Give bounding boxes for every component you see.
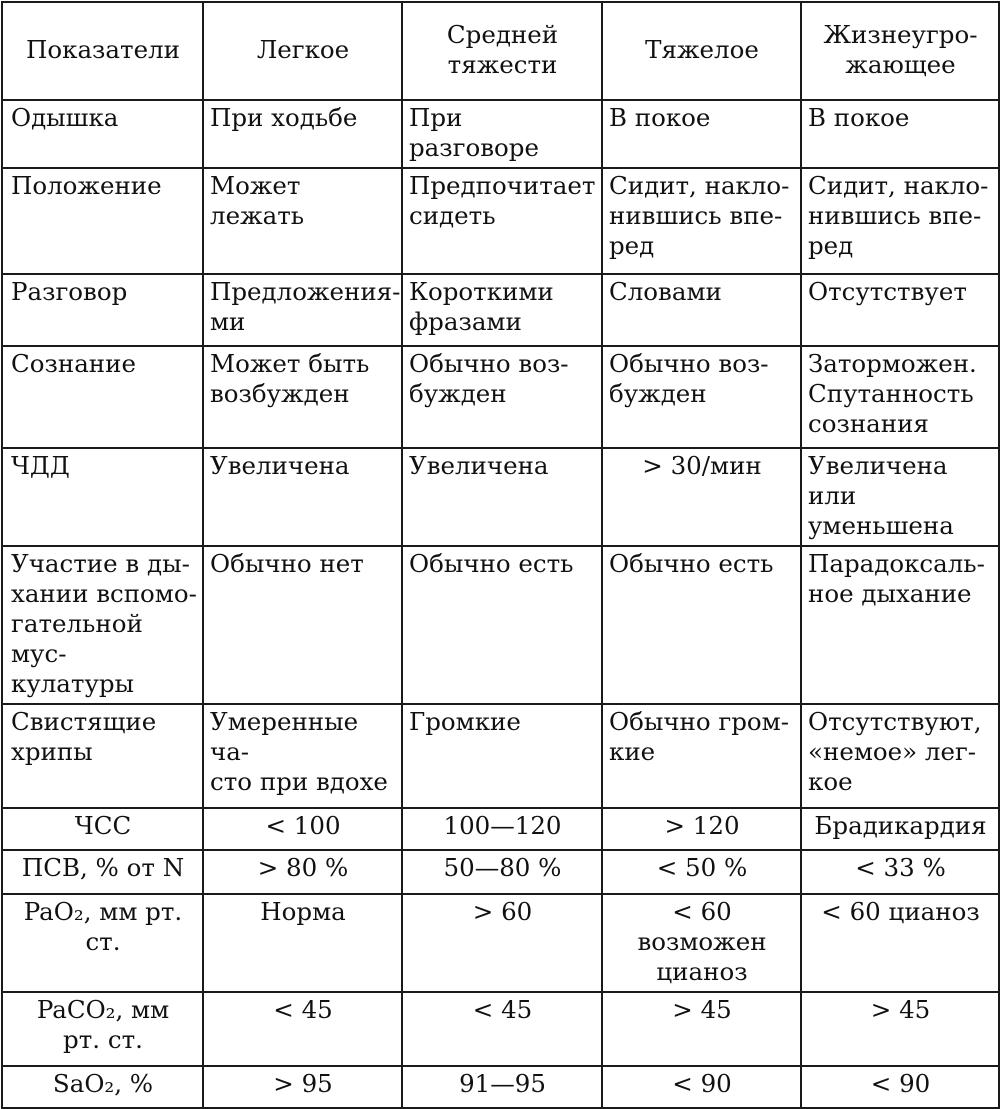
table-cell: Обычно воз- бужден (602, 346, 801, 448)
table-cell: < 90 (602, 1066, 801, 1108)
table-cell: Сидит, накло- нившись впе- ред (602, 168, 801, 274)
table-cell: > 120 (602, 808, 801, 850)
table-row (2, 1066, 999, 1108)
table-cell: При ходьбе (203, 100, 402, 168)
header-indicators: Показатели (2, 2, 203, 100)
table-cell: < 60 цианоз (801, 894, 999, 992)
table-cell: < 45 (402, 992, 602, 1066)
table-cell: 100—120 (402, 808, 602, 850)
table-cell: Обычно есть (602, 546, 801, 704)
table-cell: Увеличена или уменьшена (801, 448, 999, 546)
table-cell: Сознание (2, 346, 203, 448)
table-cell: > 45 (801, 992, 999, 1066)
table-cell: Обычно гром- кие (602, 704, 801, 808)
table-cell: 50—80 % (402, 850, 602, 894)
table-cell: PaCO₂, мм рт. ст. (2, 992, 203, 1066)
table-cell: Норма (203, 894, 402, 992)
table-cell: 91—95 (402, 1066, 602, 1108)
table-cell: При разговоре (402, 100, 602, 168)
table-cell: Участие в ды- хании вспомо- гательной мус- кулатуры (2, 546, 203, 704)
table-row (2, 274, 999, 346)
table-cell: Отсутствуют, «немое» лег- кое (801, 704, 999, 808)
table-cell: Брадикардия (801, 808, 999, 850)
table-cell: Умеренные ча- сто при вдохе (203, 704, 402, 808)
table-cell: Парадоксаль- ное дыхание (801, 546, 999, 704)
table-cell: > 95 (203, 1066, 402, 1108)
table-cell: Предложения- ми (203, 274, 402, 346)
table-cell: Одышка (2, 100, 203, 168)
table-row (2, 168, 999, 274)
table-row (2, 346, 999, 448)
table-cell: ЧДД (2, 448, 203, 546)
table-row (2, 808, 999, 850)
table-cell: ПСВ, % от N (2, 850, 203, 894)
table-cell: < 50 % (602, 850, 801, 894)
table-cell: ЧСС (2, 808, 203, 850)
severity-table (1, 1, 1000, 1109)
table-row (2, 992, 999, 1066)
table-cell: > 60 (402, 894, 602, 992)
table-cell: < 100 (203, 808, 402, 850)
table-cell: Увеличена (203, 448, 402, 546)
table-cell: Громкие (402, 704, 602, 808)
table-row (2, 448, 999, 546)
table-cell: Свистящие хрипы (2, 704, 203, 808)
header-moderate: Средней тяжести (402, 2, 602, 100)
table-cell: Положение (2, 168, 203, 274)
table-row (2, 894, 999, 992)
table-cell: В покое (602, 100, 801, 168)
table-cell: Разговор (2, 274, 203, 346)
table-cell: Обычно есть (402, 546, 602, 704)
table-cell: < 90 (801, 1066, 999, 1108)
table-cell: Заторможен. Спутанность сознания (801, 346, 999, 448)
table-cell: Короткими фразами (402, 274, 602, 346)
table-cell: Сидит, накло- нившись впе- ред (801, 168, 999, 274)
table-row (2, 546, 999, 704)
table-cell: < 45 (203, 992, 402, 1066)
table-cell: Предпочитает сидеть (402, 168, 602, 274)
table-cell: Обычно воз- бужден (402, 346, 602, 448)
table-cell: < 33 % (801, 850, 999, 894)
table-cell: В покое (801, 100, 999, 168)
table-cell: Может быть возбужден (203, 346, 402, 448)
table-cell: Обычно нет (203, 546, 402, 704)
header-severe: Тяжелое (602, 2, 801, 100)
table-cell: > 45 (602, 992, 801, 1066)
header-life-threatening: Жизнеугро- жающее (801, 2, 999, 100)
table-cell: Отсутствует (801, 274, 999, 346)
table-cell: Может лежать (203, 168, 402, 274)
table-cell: > 80 % (203, 850, 402, 894)
table-cell: > 30/мин (602, 448, 801, 546)
table-cell: Словами (602, 274, 801, 346)
table-cell: Увеличена (402, 448, 602, 546)
table-cell: < 60 возможен цианоз (602, 894, 801, 992)
table-cell: PaO₂, мм рт. ст. (2, 894, 203, 992)
header-mild: Легкое (203, 2, 402, 100)
header-row (2, 2, 999, 100)
table-row (2, 850, 999, 894)
table-row (2, 100, 999, 168)
table-cell: SaO₂, % (2, 1066, 203, 1108)
table-row (2, 704, 999, 808)
